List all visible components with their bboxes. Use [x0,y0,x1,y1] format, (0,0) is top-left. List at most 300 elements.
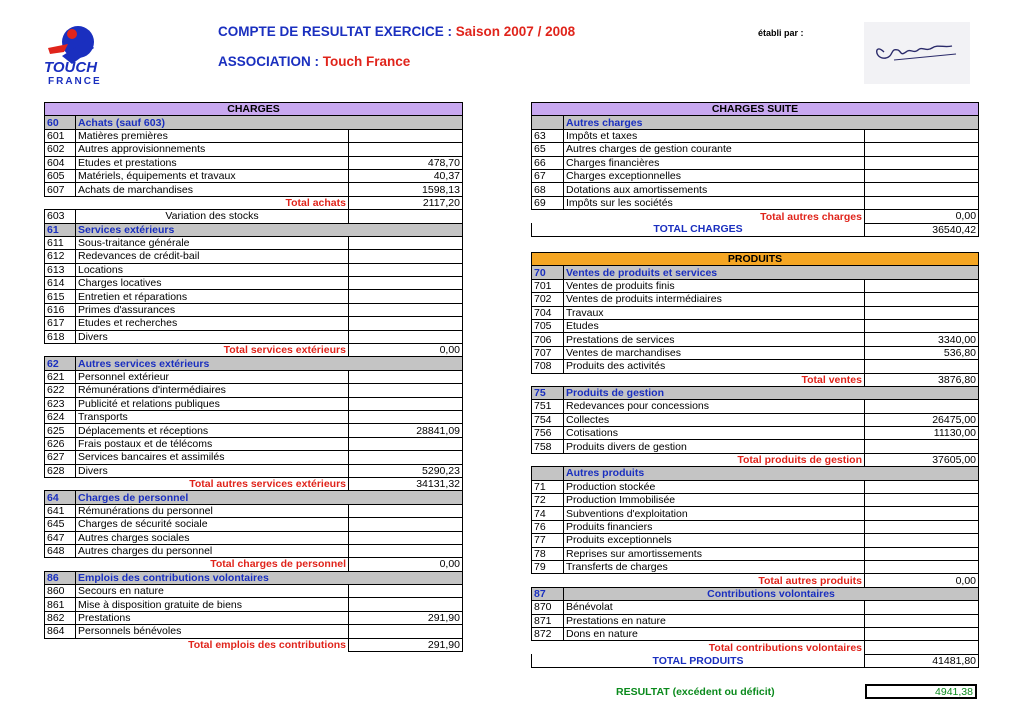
table-row [532,319,979,332]
produits-table [531,252,979,668]
account-value [865,279,979,292]
account-value [865,360,979,373]
table-row [532,210,979,223]
table-row [532,440,979,453]
account-code: 628 [45,464,76,477]
account-value: 5290,23 [349,464,463,477]
table-row [532,601,979,614]
account-code: 617 [45,317,76,330]
table-row [45,263,463,276]
table-row [532,116,979,129]
table-row [45,437,463,450]
section-label: Achats (sauf 603) [76,116,463,129]
account-label: Charges exceptionnelles [564,169,865,182]
table-row [532,346,979,359]
table-row [45,464,463,477]
account-label: Entretien et réparations [76,290,349,303]
account-code: 860 [45,585,76,598]
table-row [45,210,463,223]
table-row [45,518,463,531]
account-code: 603 [45,210,76,223]
account-value [865,196,979,209]
account-label: Redevances de crédit-bail [76,250,349,263]
table-row [45,196,463,209]
account-code: 68 [532,183,564,196]
produits-heading: PRODUITS [532,253,979,266]
table-row [532,333,979,346]
account-label: Frais postaux et de télécoms [76,437,349,450]
section-label: Services extérieurs [76,223,463,236]
account-code: 862 [45,611,76,624]
account-value [349,518,463,531]
account-label: Dons en nature [564,627,865,640]
table-row [532,266,979,279]
account-value: 11130,00 [865,427,979,440]
account-value [865,169,979,182]
total-value [865,641,979,654]
account-code: 616 [45,303,76,316]
account-label: Services bancaires et assimilés [76,451,349,464]
account-label: Ventes de produits finis [564,279,865,292]
table-row [45,585,463,598]
account-value [865,400,979,413]
account-label: Transports [76,410,349,423]
etabli-par-label: établi par : [758,28,804,38]
account-label: Matériels, équipements et travaux [76,169,349,182]
account-label: Charges de sécurité sociale [76,518,349,531]
table-row [45,317,463,330]
table-row [45,397,463,410]
account-code: 612 [45,250,76,263]
account-label: Transferts de charges [564,560,865,573]
account-value [349,210,463,223]
account-code: 70 [532,266,564,279]
table-row [532,386,979,399]
account-code: 758 [532,440,564,453]
account-label: Mise à disposition gratuite de biens [76,598,349,611]
account-label: Autres charges de gestion courante [564,143,865,156]
total-value: 0,00 [865,210,979,223]
account-code: 861 [45,598,76,611]
account-value [349,451,463,464]
account-code: 645 [45,518,76,531]
total-label: Total services extérieurs [45,344,349,357]
account-value [865,614,979,627]
table-row [45,424,463,437]
table-row [532,560,979,573]
account-code: 79 [532,560,564,573]
table-row [45,303,463,316]
table-row [532,400,979,413]
table-row [45,344,463,357]
account-code: 607 [45,183,76,196]
account-value [865,293,979,306]
account-value: 1598,13 [349,183,463,196]
section-label: Produits de gestion [564,386,979,399]
account-code: 611 [45,236,76,249]
account-value [865,440,979,453]
account-code: 60 [45,116,76,129]
total-label: Total contributions volontaires [532,641,865,654]
account-label: Etudes et recherches [76,317,349,330]
account-value [349,598,463,611]
account-label: Redevances pour concessions [564,400,865,413]
account-label: Prestations en nature [564,614,865,627]
table-row [45,223,463,236]
total-label: Total autres charges [532,210,865,223]
account-label: Etudes et prestations [76,156,349,169]
table-row [532,574,979,587]
table-row [45,129,463,142]
section-label: Autres services extérieurs [76,357,463,370]
svg-text:FRANCE: FRANCE [48,76,102,87]
account-value [349,531,463,544]
account-value [349,397,463,410]
account-value [865,319,979,332]
account-value: 28841,09 [349,424,463,437]
account-code: 872 [532,627,564,640]
title-prefix: COMPTE DE RESULTAT EXERCICE : [218,24,456,39]
account-code: 627 [45,451,76,464]
account-label: Ventes de produits intermédiaires [564,293,865,306]
resultat-label: RESULTAT (excédent ou déficit) [616,686,775,698]
account-label: Variation des stocks [76,210,349,223]
account-label: Déplacements et réceptions [76,424,349,437]
account-code: 64 [45,491,76,504]
account-code: 624 [45,410,76,423]
resultat-value: 4941,38 [865,684,977,699]
account-code: 704 [532,306,564,319]
charges-suite-table [531,102,979,237]
table-row [532,156,979,169]
account-value [865,601,979,614]
account-label: Subventions d'exploitation [564,507,865,520]
section-label: Ventes de produits et services [564,266,979,279]
account-code: 647 [45,531,76,544]
table-row [45,504,463,517]
account-value [865,143,979,156]
account-value [349,410,463,423]
section-label: Emplois des contributions volontaires [76,571,463,584]
account-label: Ventes de marchandises [564,346,865,359]
table-row [532,507,979,520]
total-label: Total produits de gestion [532,453,865,466]
account-code: 706 [532,333,564,346]
account-label: Achats de marchandises [76,183,349,196]
account-label: Personnel extérieur [76,370,349,383]
account-value [349,303,463,316]
table-row [45,250,463,263]
account-code: 870 [532,601,564,614]
account-code: 74 [532,507,564,520]
table-row [532,520,979,533]
account-label: Autres charges sociales [76,531,349,544]
account-label: Prestations [76,611,349,624]
account-code [532,116,564,129]
account-value [349,504,463,517]
account-code: 621 [45,370,76,383]
total-label: Total ventes [532,373,865,386]
charges-table [44,102,463,652]
table-row [532,627,979,640]
account-code: 754 [532,413,564,426]
account-value [349,330,463,343]
account-value [349,129,463,142]
account-label: Locations [76,263,349,276]
account-label: Cotisations [564,427,865,440]
grand-total-value: 36540,42 [865,223,979,236]
table-row [532,614,979,627]
table-row [45,638,463,651]
total-value: 291,90 [349,638,463,651]
account-code: 705 [532,319,564,332]
svg-text:TOUCH: TOUCH [44,59,98,76]
account-value [349,236,463,249]
account-value [349,143,463,156]
table-row [45,625,463,638]
account-label: Produits financiers [564,520,865,533]
table-row [532,223,979,236]
section-label: Autres charges [564,116,979,129]
account-value [865,507,979,520]
table-row [45,410,463,423]
account-code: 63 [532,129,564,142]
account-label: Collectes [564,413,865,426]
account-code: 864 [45,625,76,638]
total-value: 0,00 [865,574,979,587]
total-value: 34131,32 [349,477,463,490]
table-row [45,357,463,370]
account-value [865,520,979,533]
table-row [45,598,463,611]
table-row [532,360,979,373]
table-row [532,196,979,209]
account-value: 291,90 [349,611,463,624]
table-row [532,654,979,667]
account-code: 623 [45,397,76,410]
association-name: Touch France [322,54,411,69]
table-row [532,547,979,560]
account-code: 86 [45,571,76,584]
table-row [45,290,463,303]
account-label: Impôts sur les sociétés [564,196,865,209]
signature-image [864,22,970,84]
account-value [865,534,979,547]
table-row [45,156,463,169]
account-label: Etudes [564,319,865,332]
account-label: Production Immobilisée [564,494,865,507]
account-label: Autres charges du personnel [76,544,349,557]
account-value [349,263,463,276]
total-value: 0,00 [349,344,463,357]
account-code: 87 [532,587,564,600]
total-value: 2117,20 [349,196,463,209]
table-row [45,277,463,290]
account-code: 69 [532,196,564,209]
table-row [532,427,979,440]
account-label: Rémunérations du personnel [76,504,349,517]
account-code: 614 [45,277,76,290]
account-label: Production stockée [564,480,865,493]
account-label: Travaux [564,306,865,319]
account-label: Charges financières [564,156,865,169]
account-value: 536,80 [865,346,979,359]
account-value: 3340,00 [865,333,979,346]
total-label: Total autres produits [532,574,865,587]
account-label: Bénévolat [564,601,865,614]
account-label: Personnels bénévoles [76,625,349,638]
total-label: Total emplois des contributions [45,638,349,651]
grand-total-label: TOTAL CHARGES [532,223,865,236]
account-code: 756 [532,427,564,440]
account-code: 622 [45,384,76,397]
account-label: Produits des activités [564,360,865,373]
association-label: ASSOCIATION : [218,54,323,69]
table-row [45,330,463,343]
account-value [349,250,463,263]
table-row [532,467,979,480]
account-code: 602 [45,143,76,156]
account-code: 618 [45,330,76,343]
account-value: 40,37 [349,169,463,182]
account-code: 78 [532,547,564,560]
table-row [45,531,463,544]
account-code: 76 [532,520,564,533]
table-row [532,641,979,654]
table-row [532,129,979,142]
table-row [45,370,463,383]
table-row [45,611,463,624]
account-code: 625 [45,424,76,437]
account-code: 77 [532,534,564,547]
account-label: Autres approvisionnements [76,143,349,156]
table-row [532,293,979,306]
account-value [349,277,463,290]
total-value: 0,00 [349,558,463,571]
table-row [45,384,463,397]
table-row [532,183,979,196]
account-code: 604 [45,156,76,169]
account-code: 648 [45,544,76,557]
account-value: 26475,00 [865,413,979,426]
account-value [865,627,979,640]
account-value [865,129,979,142]
table-row [45,571,463,584]
account-label: Divers [76,464,349,477]
account-code: 871 [532,614,564,627]
account-value [349,437,463,450]
account-code: 708 [532,360,564,373]
table-row [532,480,979,493]
table-row [532,373,979,386]
account-label: Secours en nature [76,585,349,598]
account-code: 707 [532,346,564,359]
account-code: 702 [532,293,564,306]
table-row [532,534,979,547]
table-row [45,143,463,156]
charges-suite-heading: CHARGES SUITE [532,103,979,116]
total-value: 37605,00 [865,453,979,466]
total-value: 3876,80 [865,373,979,386]
touch-france-logo [42,20,112,90]
section-label: Charges de personnel [76,491,463,504]
account-code: 71 [532,480,564,493]
account-value: 478,70 [349,156,463,169]
account-code: 75 [532,386,564,399]
account-code: 641 [45,504,76,517]
account-label: Divers [76,330,349,343]
account-value [865,306,979,319]
account-value [349,585,463,598]
account-code: 61 [45,223,76,236]
account-label: Produits exceptionnels [564,534,865,547]
account-code: 67 [532,169,564,182]
account-code: 626 [45,437,76,450]
account-label: Impôts et taxes [564,129,865,142]
account-label: Rémunérations d'intermédiaires [76,384,349,397]
account-value [349,384,463,397]
table-row [532,413,979,426]
table-row [532,169,979,182]
account-value [865,560,979,573]
account-value [349,625,463,638]
season: Saison 2007 / 2008 [455,24,576,39]
account-code: 62 [45,357,76,370]
table-row [45,451,463,464]
account-code: 605 [45,169,76,182]
account-value [349,290,463,303]
account-code: 615 [45,290,76,303]
account-code: 701 [532,279,564,292]
account-code: 601 [45,129,76,142]
account-value [865,156,979,169]
account-value [865,480,979,493]
account-code: 65 [532,143,564,156]
account-code: 613 [45,263,76,276]
grand-total-value: 41481,80 [865,654,979,667]
account-value [865,547,979,560]
account-label: Prestations de services [564,333,865,346]
table-row [45,477,463,490]
table-row [532,143,979,156]
account-label: Matières premières [76,129,349,142]
page-title [218,24,575,39]
account-label: Publicité et relations publiques [76,397,349,410]
table-row [45,183,463,196]
account-label: Charges locatives [76,277,349,290]
table-row [532,279,979,292]
table-row [45,491,463,504]
account-value [865,183,979,196]
account-label: Sous-traitance générale [76,236,349,249]
table-row [532,306,979,319]
table-row [532,587,979,600]
account-code [532,467,564,480]
table-row [532,453,979,466]
association-title [218,54,410,69]
account-code: 66 [532,156,564,169]
account-label: Reprises sur amortissements [564,547,865,560]
account-value [349,317,463,330]
total-label: Total achats [45,196,349,209]
table-row [45,116,463,129]
grand-total-label: TOTAL PRODUITS [532,654,865,667]
account-label: Primes d'assurances [76,303,349,316]
section-label: Autres produits [564,467,979,480]
section-label: Contributions volontaires [564,587,979,600]
account-value [349,544,463,557]
charges-heading: CHARGES [45,103,463,116]
